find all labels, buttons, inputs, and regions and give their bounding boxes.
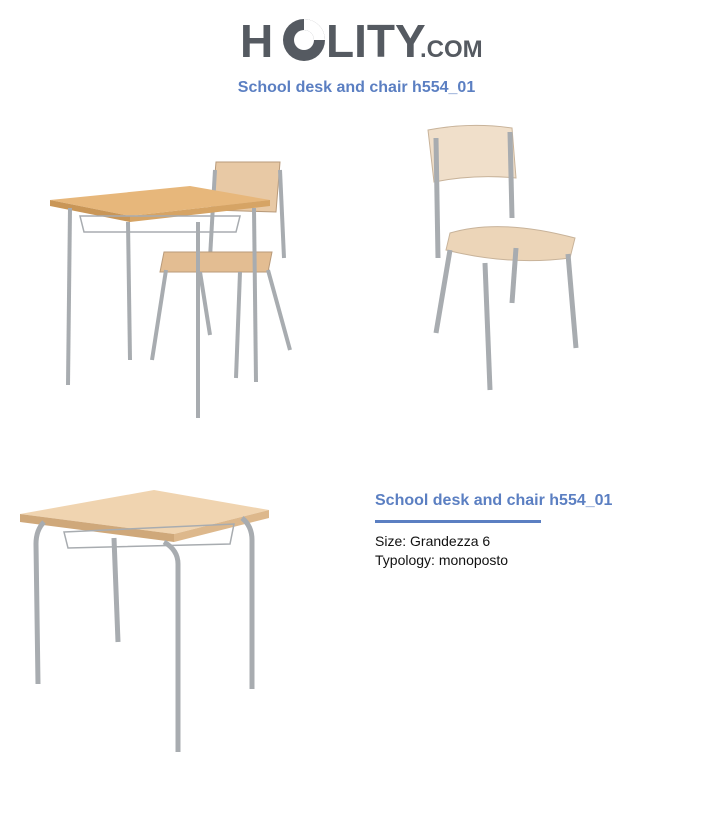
logo-word: LITY — [326, 15, 426, 67]
holity-logo[interactable] — [240, 12, 490, 70]
spec-size — [375, 532, 675, 551]
logo-suffix: .COM — [420, 36, 483, 63]
desk-image — [14, 484, 274, 759]
spec-size-value: Grandezza 6 — [410, 533, 491, 549]
spec-size-label: Size: — [375, 533, 407, 549]
title-underline — [375, 520, 541, 523]
chair-image — [420, 118, 590, 398]
page-title: School desk and chair h554_01 — [237, 79, 476, 96]
logo-letter-h: H — [240, 15, 274, 67]
spec-typology-label: Typology: — [375, 552, 435, 568]
logo-circle-icon — [283, 19, 325, 61]
product-info — [375, 492, 675, 570]
product-title: School desk and chair h554_01 — [375, 492, 613, 509]
spec-typology — [375, 551, 675, 570]
desk-with-chair-image — [40, 150, 300, 425]
spec-typology-value: monoposto — [438, 552, 509, 568]
